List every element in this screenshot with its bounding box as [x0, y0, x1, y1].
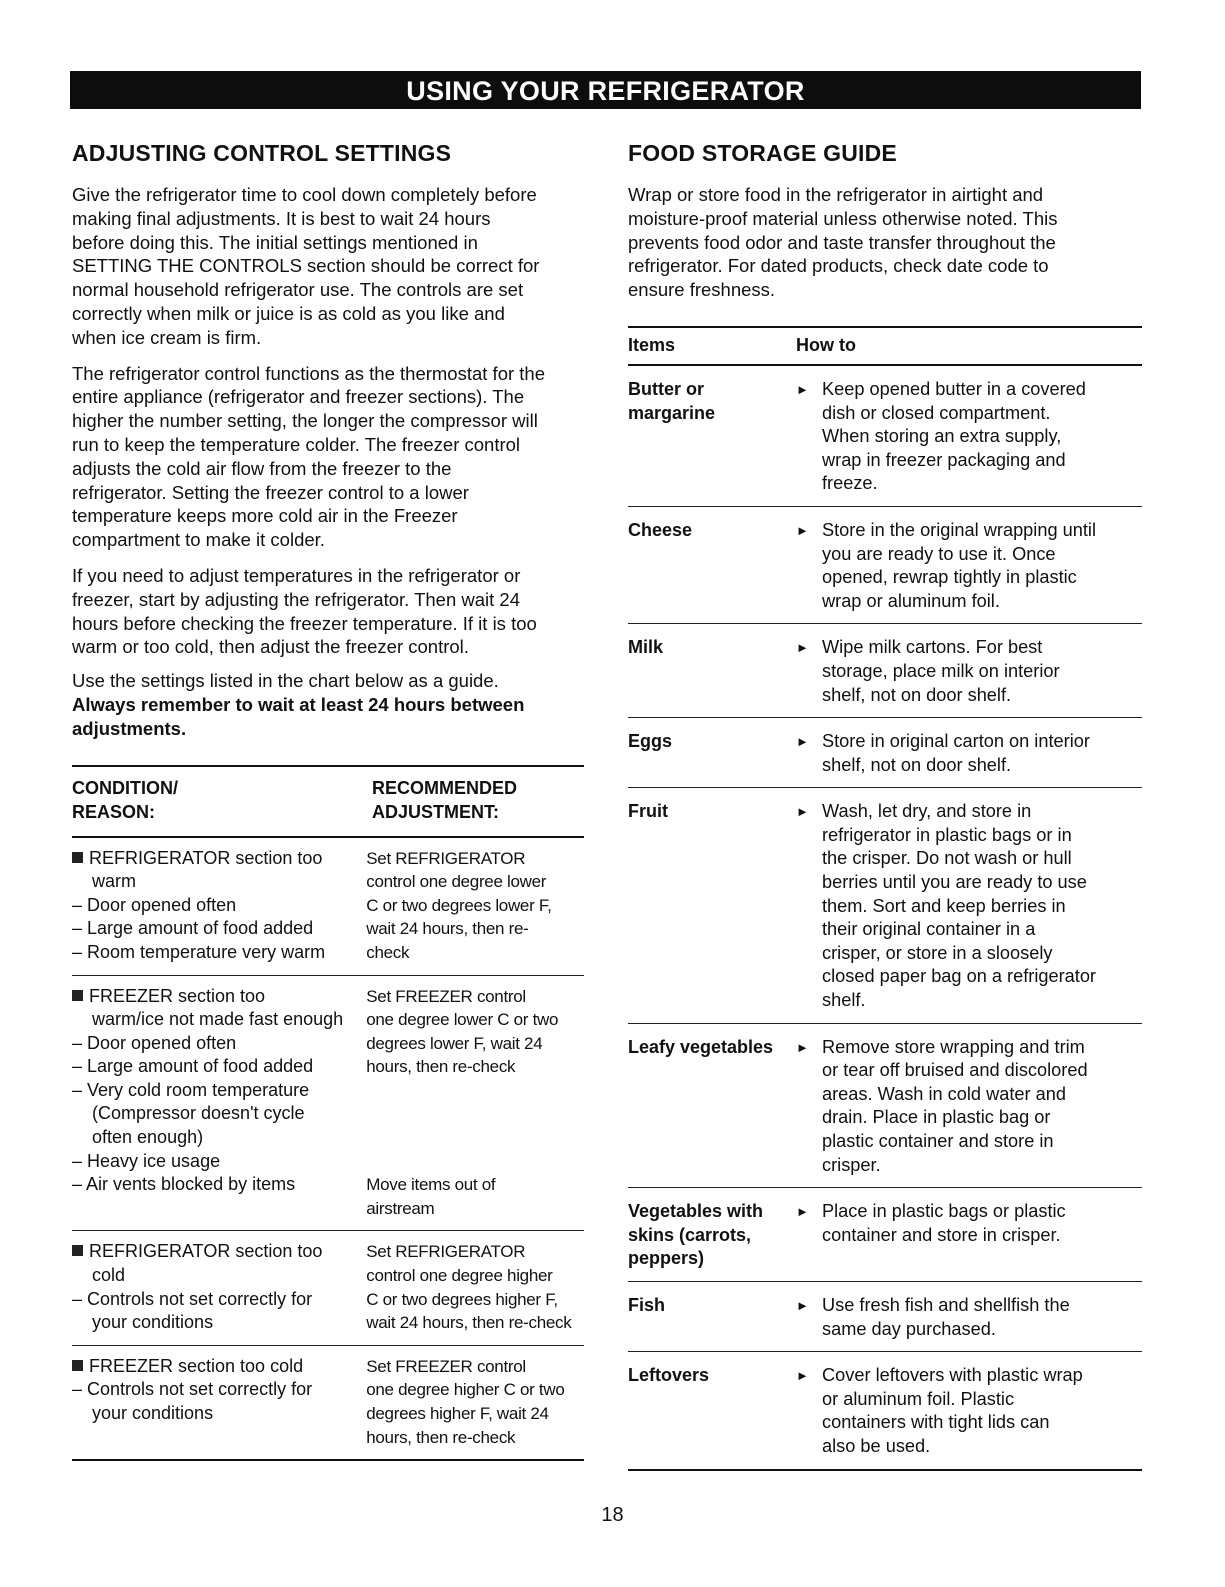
adjusting-controls-heading: ADJUSTING CONTROL SETTINGS: [72, 140, 452, 166]
bold-note-line: adjustments.: [72, 717, 187, 739]
adjustment-line: degrees higher F, wait 24: [366, 1404, 549, 1423]
howto-header: How to: [796, 334, 856, 355]
control-table-header: [72, 765, 584, 838]
condition-line: – Heavy ice usage: [72, 1150, 221, 1171]
howto-line: Place in plastic bags or plastic: [822, 1201, 1066, 1222]
adjustment-line: [366, 1102, 584, 1126]
howto-line: Wipe milk cartons. For best: [822, 637, 1043, 658]
condition-title-row: [72, 1240, 366, 1264]
square-bullet-icon: [72, 1245, 83, 1256]
howto-text: [822, 636, 1142, 707]
howto-line: areas. Wash in cold water and: [822, 1083, 1066, 1104]
condition-cell: [72, 1355, 366, 1449]
howto-line: closed paper bag on a refrigerator: [822, 966, 1096, 987]
condition-line: warm: [92, 871, 136, 892]
adjusting-controls-body: [72, 183, 584, 693]
header-line: RECOMMENDED: [372, 777, 518, 798]
right-column: [628, 140, 1142, 1471]
triangle-bullet-icon: ►: [796, 522, 809, 538]
howto-text: [822, 1200, 1142, 1271]
condition-line: warm/ice not made fast enough: [92, 1009, 344, 1030]
food-item-name: Leafy vegetables: [628, 1036, 774, 1057]
control-table-row: [72, 976, 584, 1232]
howto-line: the crisper. Do not wash or hull: [822, 848, 1072, 869]
howto-cell: [796, 1036, 1142, 1178]
adjustment-line: C or two degrees higher F,: [366, 1289, 558, 1309]
triangle-bullet-icon: ►: [796, 734, 809, 750]
food-item-name: Eggs: [628, 731, 673, 752]
howto-line: Wash, let dry, and store in: [822, 801, 1032, 822]
food-item-name: Vegetables with: [628, 1201, 764, 1222]
condition-title: REFRIGERATOR section too: [89, 1241, 323, 1262]
adjustment-line: [366, 1079, 584, 1103]
control-table-row: [72, 1231, 584, 1345]
howto-cell: [796, 378, 1142, 496]
howto-line: container and store in crisper.: [822, 1224, 1061, 1245]
condition-line: – Large amount of food added: [72, 918, 314, 939]
adjustment-line: Set REFRIGERATOR: [366, 1242, 526, 1262]
paragraph-line: refrigerator. Setting the freezer control to a lower: [72, 481, 469, 503]
howto-cell: [796, 519, 1142, 613]
adjustment-cell: [366, 985, 584, 1221]
storage-table-row: [628, 366, 1142, 507]
storage-table-row: [628, 1352, 1142, 1470]
condition-reason-header: [72, 776, 372, 824]
paragraph-line: adjusts the cold air flow from the freezer to the: [72, 457, 452, 479]
intro-line: prevents food odor and taste transfer throughout the: [628, 231, 1056, 253]
condition-line: – Large amount of food added: [72, 1056, 314, 1077]
condition-cell: [72, 847, 366, 965]
triangle-bullet-icon: ►: [796, 1368, 809, 1384]
food-item-name: Milk: [628, 637, 664, 658]
paragraph-line: Use the settings listed in the chart below as a guide.: [72, 670, 499, 692]
howto-line: shelf, not on door shelf.: [822, 684, 1012, 705]
paragraph-line: normal household refrigerator use. The controls are set: [72, 279, 524, 301]
howto-line: Store in original carton on interior: [822, 731, 1090, 752]
adjustment-line: Set FREEZER control: [366, 1356, 526, 1376]
paragraph-line: entire appliance (refrigerator and freezer sections). The: [72, 386, 525, 408]
triangle-bullet-icon: ►: [796, 1204, 809, 1220]
condition-line: your conditions: [92, 1403, 214, 1423]
food-item-name: Fish: [628, 1294, 666, 1315]
food-item-cell: [628, 519, 796, 613]
howto-line: drain. Place in plastic bag or: [822, 1107, 1051, 1128]
condition-cell: [72, 1240, 366, 1334]
howto-line: their original container in a: [822, 919, 1036, 940]
condition-line: – Controls not set correctly for: [72, 1379, 313, 1400]
howto-line: containers with tight lids can: [822, 1412, 1050, 1433]
condition-line: (Compressor doesn't cycle: [92, 1103, 305, 1124]
paragraph-line: when ice cream is firm.: [72, 326, 262, 348]
howto-cell: [796, 636, 1142, 707]
square-bullet-icon: [72, 1360, 83, 1371]
control-table-body: [72, 838, 584, 1462]
adjustment-line: wait 24 hours, then re-check: [366, 1313, 572, 1333]
howto-line: wrap in freezer packaging and: [822, 449, 1066, 470]
storage-table-row: [628, 1282, 1142, 1352]
howto-text: [822, 800, 1142, 1012]
paragraph-line: warm or too cold, then adjust the freezer control.: [72, 636, 469, 658]
intro-line: moisture-proof material unless otherwise noted. This: [628, 207, 1058, 229]
page-number: 18: [601, 1504, 624, 1526]
body-paragraph: [72, 362, 584, 552]
items-header: Items: [628, 334, 676, 355]
square-bullet-icon: [72, 990, 83, 1001]
adjustment-line: control one degree higher: [366, 1266, 553, 1286]
storage-table-header: [628, 326, 1142, 366]
howto-line: or tear off bruised and discolored: [822, 1060, 1088, 1081]
condition-title: FREEZER section too: [89, 985, 266, 1006]
triangle-bullet-icon: ►: [796, 1297, 809, 1313]
header-line: REASON:: [72, 801, 156, 822]
howto-text: [822, 519, 1142, 613]
adjustment-line: hours, then re-check: [366, 1057, 516, 1077]
howto-line: or aluminum foil. Plastic: [822, 1388, 1015, 1409]
intro-line: Wrap or store food in the refrigerator in airtight and: [628, 184, 1044, 205]
storage-table-row: [628, 507, 1142, 624]
food-item-name: Butter or: [628, 378, 704, 399]
storage-table-row: [628, 1024, 1142, 1189]
paragraph-line: run to keep the temperature colder. The freezer control: [72, 433, 521, 455]
howto-line: you are ready to use it. Once: [822, 543, 1056, 564]
howto-line: Remove store wrapping and trim: [822, 1036, 1085, 1057]
recommended-adjustment-header: [372, 776, 517, 824]
adjustment-line: Move items out of: [366, 1175, 496, 1195]
adjustment-line: Set FREEZER control: [366, 986, 526, 1006]
condition-line: – Room temperature very warm: [72, 941, 326, 962]
storage-table-row: [628, 788, 1142, 1023]
food-item-cell: [628, 800, 796, 1012]
adjustment-cell: [366, 1240, 584, 1334]
howto-cell: [796, 800, 1142, 1012]
triangle-bullet-icon: ►: [796, 1039, 809, 1055]
adjustment-cell: [366, 1355, 584, 1449]
food-item-name: skins (carrots,: [628, 1224, 752, 1245]
howto-cell: [796, 1294, 1142, 1341]
condition-line: cold: [92, 1265, 126, 1286]
howto-text: [822, 378, 1142, 496]
howto-text: [822, 1036, 1142, 1178]
adjustment-line: one degree higher C or two: [366, 1380, 565, 1400]
condition-line: – Door opened often: [72, 1032, 237, 1053]
paragraph-line: higher the number setting, the longer the compressor will: [72, 410, 538, 432]
adjustment-line: hours, then re-check: [366, 1427, 516, 1447]
storage-table-row: [628, 718, 1142, 788]
food-item-name: peppers): [628, 1248, 705, 1269]
adjustment-line: C or two degrees lower F,: [366, 895, 552, 915]
howto-text: [822, 730, 1142, 777]
food-item-cell: [628, 1200, 796, 1271]
body-paragraph: [72, 669, 584, 693]
howto-line: Keep opened butter in a covered: [822, 378, 1086, 399]
howto-line: crisper, or store in a sloosely: [822, 942, 1053, 963]
howto-line: Store in the original wrapping until: [822, 519, 1096, 540]
storage-table-body: [628, 366, 1142, 1471]
body-paragraph: [72, 564, 584, 659]
condition-line: – Door opened often: [72, 894, 237, 915]
storage-table-row: [628, 1188, 1142, 1282]
intro-line: refrigerator. For dated products, check date code to: [628, 255, 1049, 277]
condition-title-row: [72, 1355, 366, 1379]
howto-line: storage, place milk on interior: [822, 660, 1060, 681]
paragraph-line: If you need to adjust temperatures in the refrigerator or: [72, 564, 521, 586]
howto-line: opened, rewrap tightly in plastic: [822, 567, 1077, 588]
condition-line: – Very cold room temperature: [72, 1079, 310, 1100]
adjustment-line: control one degree lower: [366, 872, 547, 892]
control-table-row: [72, 838, 584, 976]
storage-table-row: [628, 624, 1142, 718]
body-paragraph: [72, 183, 584, 350]
howto-line: refrigerator in plastic bags or in: [822, 824, 1072, 845]
food-storage-heading: FOOD STORAGE GUIDE: [628, 140, 897, 166]
howto-text: [822, 1294, 1142, 1341]
condition-title: REFRIGERATOR section too: [89, 847, 323, 868]
howto-line: wrap or aluminum foil.: [822, 590, 1000, 611]
paragraph-line: compartment to make it colder.: [72, 529, 325, 551]
section-banner: USING YOUR REFRIGERATOR: [70, 71, 1141, 109]
condition-line: – Controls not set correctly for: [72, 1288, 313, 1309]
howto-line: Use fresh fish and shellfish the: [822, 1294, 1070, 1315]
paragraph-line: freezer, start by adjusting the refrigerator. Then wait 24: [72, 588, 521, 610]
food-item-name: Fruit: [628, 801, 668, 822]
paragraph-line: SETTING THE CONTROLS section should be correct for: [72, 255, 540, 277]
howto-cell: [796, 730, 1142, 777]
howto-line: Cover leftovers with plastic wrap: [822, 1365, 1083, 1386]
food-item-cell: [628, 1294, 796, 1341]
adjustment-cell: [366, 847, 584, 965]
header-line: ADJUSTMENT:: [372, 801, 500, 822]
howto-line: freeze.: [822, 473, 878, 494]
food-item-cell: [628, 730, 796, 777]
bold-note-line: Always remember to wait at least 24 hours between: [72, 693, 525, 715]
food-storage-intro: [628, 183, 1142, 302]
howto-cell: [796, 1200, 1142, 1271]
food-item-cell: [628, 636, 796, 707]
adjustment-line: Set REFRIGERATOR: [366, 848, 526, 868]
triangle-bullet-icon: ►: [796, 804, 809, 820]
howto-line: also be used.: [822, 1435, 931, 1456]
header-line: CONDITION/: [72, 777, 178, 798]
condition-line: often enough): [92, 1127, 204, 1148]
howto-line: When storing an extra supply,: [822, 426, 1062, 447]
howto-line: plastic container and store in: [822, 1131, 1054, 1152]
paragraph-line: The refrigerator control functions as the thermostat for the: [72, 362, 546, 384]
howto-cell: [796, 1364, 1142, 1458]
paragraph-line: temperature keeps more cold air in the Freezer: [72, 505, 458, 527]
howto-line: shelf.: [822, 990, 866, 1011]
condition-title: FREEZER section too cold: [89, 1355, 304, 1376]
square-bullet-icon: [72, 852, 83, 863]
condition-line: your conditions: [92, 1312, 214, 1333]
triangle-bullet-icon: ►: [796, 640, 809, 656]
food-item-cell: [628, 378, 796, 496]
paragraph-line: before doing this. The initial settings mentioned in: [72, 231, 478, 253]
adjustment-line: degrees lower F, wait 24: [366, 1033, 543, 1053]
howto-line: dish or closed compartment.: [822, 402, 1051, 423]
adjustment-line: [366, 1150, 584, 1174]
control-table-row: [72, 1346, 584, 1461]
paragraph-line: making final adjustments. It is best to wait 24 hours: [72, 207, 491, 229]
triangle-bullet-icon: ►: [796, 381, 809, 397]
howto-line: crisper.: [822, 1154, 881, 1175]
howto-text: [822, 1364, 1142, 1458]
food-item-name: Leftovers: [628, 1365, 710, 1386]
condition-title-row: [72, 985, 366, 1009]
wait-24-hours-note: [72, 693, 584, 741]
paragraph-line: hours before checking the freezer temperature. If it is too: [72, 612, 537, 634]
howto-line: same day purchased.: [822, 1318, 996, 1339]
condition-line: – Air vents blocked by items: [72, 1174, 296, 1195]
adjustment-line: check: [366, 942, 410, 962]
food-item-name: Cheese: [628, 519, 693, 540]
howto-line: them. Sort and keep berries in: [822, 895, 1066, 916]
food-item-name: margarine: [628, 402, 716, 423]
adjustment-line: wait 24 hours, then re-: [366, 919, 529, 939]
condition-title-row: [72, 847, 366, 871]
adjustment-line: [366, 1126, 584, 1150]
howto-line: berries until you are ready to use: [822, 872, 1087, 893]
food-item-cell: [628, 1364, 796, 1458]
paragraph-line: correctly when milk or juice is as cold as you like and: [72, 302, 505, 324]
adjustment-line: one degree lower C or two: [366, 1010, 559, 1030]
adjustment-line: airstream: [366, 1198, 435, 1218]
condition-cell: [72, 985, 366, 1221]
paragraph-line: Give the refrigerator time to cool down completely before: [72, 184, 537, 205]
left-column: [72, 140, 584, 1461]
food-item-cell: [628, 1036, 796, 1178]
howto-line: shelf, not on door shelf.: [822, 754, 1012, 775]
intro-line: ensure freshness.: [628, 279, 776, 301]
